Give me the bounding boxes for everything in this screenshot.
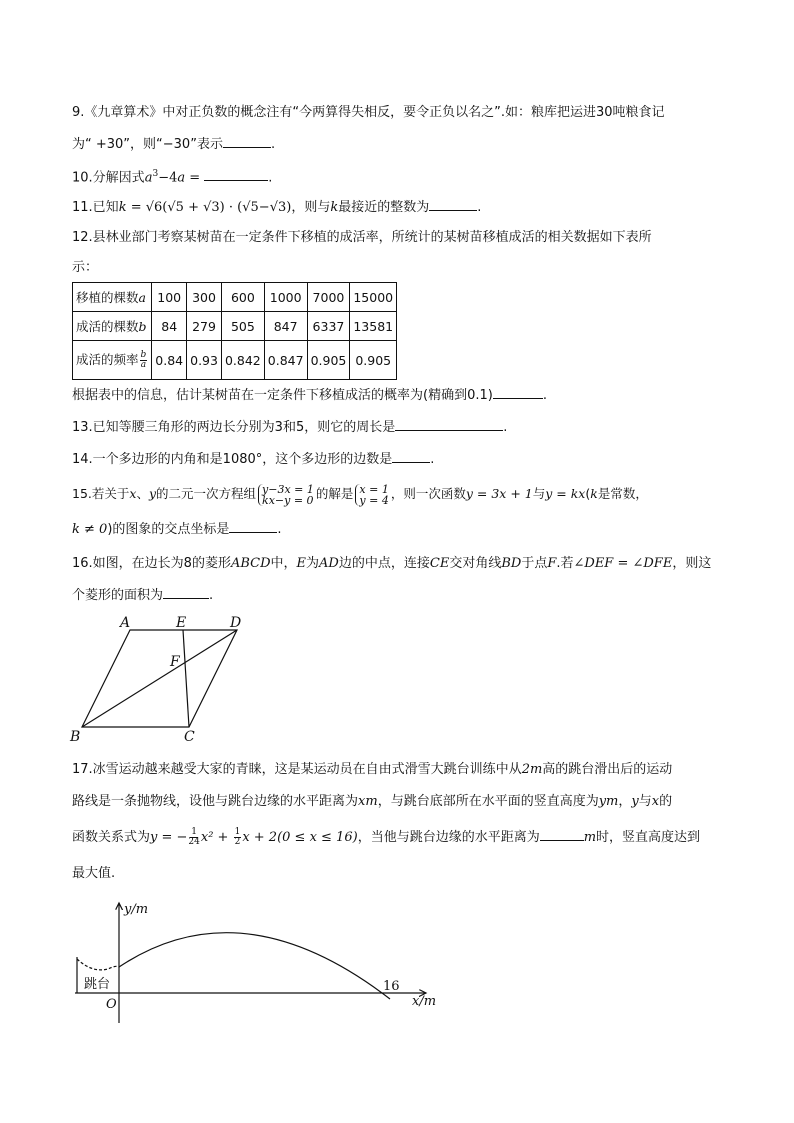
q13-text: 13.已知等腰三角形的两边长分别为3和5，则它的周长是	[72, 420, 396, 435]
q15-system: y−3x = 1 kx−y = 0	[258, 484, 314, 506]
table-cell: 1000	[264, 283, 307, 312]
answer-blank[interactable]	[223, 133, 271, 148]
q15-mid6: 是常数，	[597, 486, 648, 501]
table-cell: 0.847	[264, 341, 307, 380]
q12-after	[72, 384, 547, 406]
q17-line2: 路线是一条抛物线，设他与跳台边缘的水平距离为xm，与跳台底部所在水平面的竖直高度为ym，y与x的	[72, 794, 673, 809]
q12-after-text: 根据表中的信息，估计某树苗在一定条件下移植成活的概率为(精确到0.1)	[72, 388, 493, 403]
q17-line4: 最大值.	[72, 866, 116, 881]
answer-blank[interactable]	[429, 196, 477, 211]
platform-label: 跳台	[84, 977, 111, 992]
q17-line1: 17.冰雪运动越来越受大家的青睐，这是某运动员在自由式滑雪大跳台训练中从2m高的跳台滑出后的运动	[72, 762, 673, 777]
table-cell: 13581	[350, 312, 397, 341]
q16-line2: 个菱形的面积为 .	[72, 584, 213, 606]
q15-k: k	[590, 486, 598, 501]
q16-line1: 16.如图，在边长为8的菱形ABCD中，E为AD边的中点，连接CE交对角线BD于点F.若∠DEF = ∠DFE，则这	[72, 556, 712, 571]
q15-solution: x = 1 y = 4	[355, 484, 388, 506]
table-cell: 7000	[307, 283, 350, 312]
q15-mid: 的二元一次方程组	[156, 486, 257, 501]
table-row	[73, 312, 397, 341]
diagonal-bd	[82, 630, 237, 727]
label-d: D	[230, 615, 242, 631]
table-cell: 0.842	[221, 341, 264, 380]
q12-suffix: .	[542, 388, 547, 403]
table-row-header: 移植的棵数a	[73, 283, 152, 312]
q15-prefix: 15.若关于	[72, 486, 130, 501]
answer-blank[interactable]	[395, 416, 503, 431]
q13-suffix: .	[503, 420, 508, 435]
table-row	[73, 341, 397, 380]
answer-blank[interactable]	[163, 584, 209, 599]
q9-line1: 9.《九章算术》中对正负数的概念注有“今两算得失相反，要令正负以名之”.如：粮库把运进30吨粮食记	[72, 105, 665, 120]
q15-cond: k ≠ 0	[72, 522, 108, 537]
q10	[72, 164, 272, 188]
label-b: B	[70, 729, 81, 745]
q10-suffix: .	[268, 170, 273, 186]
q10-eq: =	[185, 170, 205, 186]
q11-k: k	[118, 200, 127, 215]
q15-mid4: 与	[532, 486, 546, 501]
q14	[72, 448, 434, 470]
table-cell: 300	[187, 283, 222, 312]
q11-minus: −	[258, 200, 270, 215]
q15-line1	[72, 480, 648, 508]
answer-blank[interactable]	[204, 166, 268, 181]
label-a: A	[120, 615, 131, 631]
q9-line2	[72, 133, 275, 155]
q14-text: 14.一个多边形的内角和是1080°，这个多边形的边数是	[72, 452, 393, 467]
parabola-path	[119, 933, 390, 999]
y-axis-label: y/m	[124, 902, 149, 917]
q11-sqrt6: = √6(	[126, 200, 168, 215]
table-cell: 0.93	[187, 341, 222, 380]
segment-ce	[183, 630, 189, 727]
table-cell: 0.905	[307, 341, 350, 380]
q12-line2: 示：	[72, 260, 99, 275]
q15-text: )的图象的交点坐标是	[107, 522, 230, 537]
q11-sqrt3: √3	[203, 200, 220, 215]
q15-mid2: 的解是	[315, 486, 354, 501]
table-row-header: 成活的频率 $\frac{b}{a}$	[73, 341, 152, 380]
answer-blank[interactable]	[493, 384, 543, 399]
q11-text: ，则与	[291, 200, 331, 215]
table-row-header: 成活的棵数b	[73, 312, 152, 341]
q15-mid3: ，则一次函数	[390, 486, 466, 501]
q17-line3: 函数关系式为y = − $\frac{1}{24}$ x² + $\frac{1}{2}$ x + 2(0 ≤ x ≤ 16)，当他与跳台边缘的水平距离为 m时，竖直高度达到	[72, 827, 701, 847]
q10-a: a	[144, 170, 153, 186]
q15-f2: y = kx	[545, 486, 586, 501]
table-cell: 600	[221, 283, 264, 312]
table-cell: 279	[187, 312, 222, 341]
answer-blank[interactable]	[229, 518, 277, 533]
q15-line2	[72, 518, 282, 540]
rhombus-figure	[62, 610, 262, 745]
tick-16: 16	[383, 979, 400, 994]
table-cell: 505	[221, 312, 264, 341]
platform-curve	[77, 959, 119, 970]
q11-close: )	[286, 200, 292, 215]
q15-y: y	[148, 486, 157, 501]
x-axis-label: x/m	[412, 994, 437, 1009]
table-cell: 0.905	[350, 341, 397, 380]
q15-f1: y = 3x + 1	[465, 486, 533, 501]
q11-suffix: .	[477, 200, 482, 215]
q11-plus: +	[183, 200, 204, 215]
q13	[72, 416, 507, 438]
label-e: E	[176, 615, 187, 631]
q11-sqrt5b: √5	[242, 200, 259, 215]
q15-x: x	[129, 486, 137, 501]
answer-blank[interactable]	[540, 826, 584, 841]
label-c: C	[184, 729, 195, 745]
q11-text2: 最接近的整数为	[338, 200, 430, 215]
q15-sep: 、	[136, 486, 149, 501]
q11-mid: ) · (	[219, 200, 243, 215]
q11-sqrt5: √5	[167, 200, 184, 215]
table-cell: 84	[152, 312, 187, 341]
table-cell: 15000	[350, 283, 397, 312]
q10-prefix: 10.分解因式	[72, 170, 145, 186]
q11	[72, 196, 481, 218]
q14-suffix: .	[430, 452, 435, 467]
table-cell: 100	[152, 283, 187, 312]
q9-text: 为“ +30”，则“−30”表示	[72, 137, 223, 152]
q15-mid5: (	[585, 486, 591, 501]
origin-label: O	[106, 997, 117, 1012]
q11-sqrt3b: √3	[269, 200, 287, 215]
q10-exp: 3	[152, 169, 159, 179]
q15-suffix: .	[277, 522, 282, 537]
table-row	[73, 283, 397, 312]
q9-suffix: .	[270, 137, 276, 152]
q10-minus4: −4	[158, 170, 178, 186]
survival-table	[72, 282, 397, 380]
q11-prefix: 11.已知	[72, 200, 119, 215]
trajectory-graph	[70, 895, 450, 1030]
answer-blank[interactable]	[392, 448, 430, 463]
table-cell: 847	[264, 312, 307, 341]
table-cell: 6337	[307, 312, 350, 341]
q10-a2: a	[177, 170, 186, 186]
table-cell: 0.84	[152, 341, 187, 380]
q12-line1: 12.县林业部门考察某树苗在一定条件下移植的成活率，所统计的某树苗移植成活的相关数据如下表所	[72, 230, 652, 245]
q11-k2: k	[330, 200, 339, 215]
label-f: F	[170, 654, 180, 670]
